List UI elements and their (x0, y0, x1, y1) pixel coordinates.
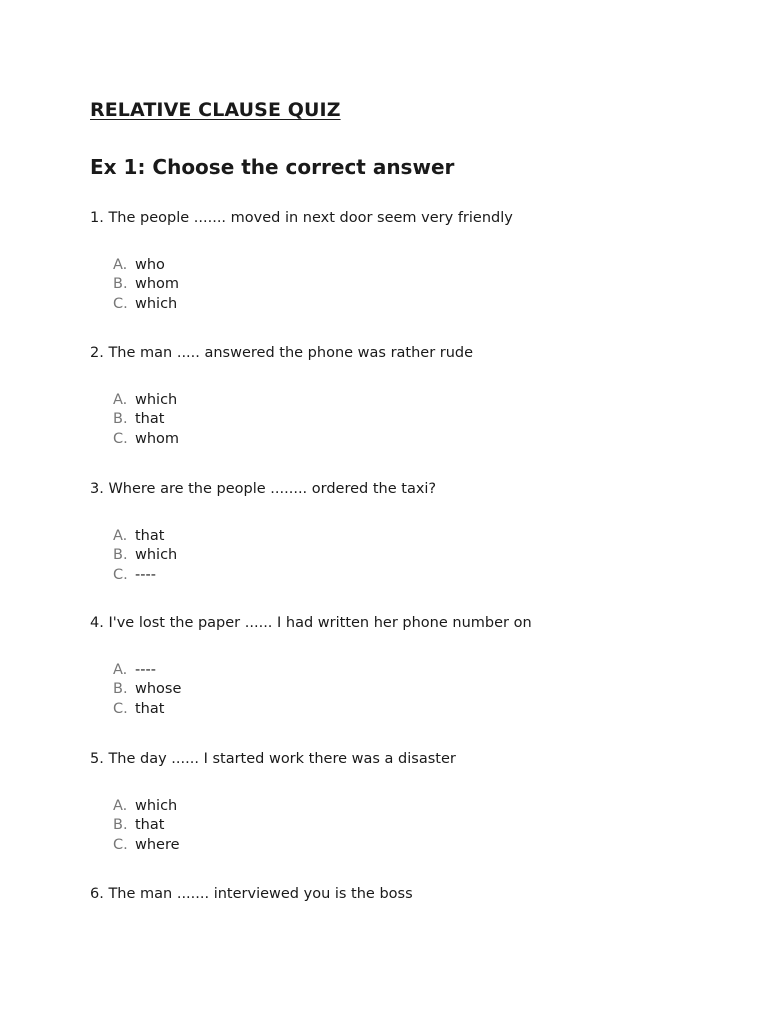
answer-options (113, 391, 179, 449)
answer-options (113, 797, 180, 855)
option-letter: C. (113, 700, 128, 717)
question-text: 6. The man ....... interviewed you is the boss (90, 886, 413, 902)
option-text: which (135, 798, 178, 814)
question-2 (90, 343, 710, 447)
question-6 (90, 884, 710, 904)
option-letter: C. (113, 566, 128, 583)
option-b (113, 546, 177, 565)
option-c (113, 430, 179, 449)
option-letter: B. (113, 276, 128, 293)
option-text: whose (135, 681, 182, 698)
question-1 (90, 208, 710, 312)
option-letter: B. (113, 817, 128, 834)
question-4 (90, 613, 710, 717)
answer-options (113, 527, 177, 585)
exercise-heading: Ex 1: Choose the correct answer (90, 155, 455, 179)
option-letter: A. (113, 528, 128, 544)
option-c (113, 700, 181, 719)
option-a (113, 256, 179, 275)
option-c (113, 295, 179, 314)
option-b (113, 816, 180, 835)
option-text: which (135, 392, 178, 408)
question-text: 2. The man ..... answered the phone was rather rude (90, 345, 474, 361)
option-letter: C. (113, 295, 128, 312)
question-5 (90, 749, 710, 853)
option-letter: A. (113, 662, 128, 678)
answer-options (113, 661, 181, 719)
option-letter: A. (113, 392, 128, 408)
answer-options (113, 256, 179, 314)
option-letter: B. (113, 411, 128, 428)
option-text: who (135, 257, 165, 273)
option-letter: A. (113, 257, 128, 273)
option-text: ---- (135, 566, 156, 583)
option-letter: B. (113, 547, 128, 564)
question-text: 1. The people ....... moved in next door seem very friendly (90, 210, 513, 226)
option-b (113, 680, 181, 699)
option-text: whom (135, 276, 180, 293)
option-letter: B. (113, 681, 128, 698)
option-c (113, 566, 177, 585)
option-a (113, 661, 181, 680)
question-text: 5. The day ...... I started work there was a disaster (90, 751, 456, 767)
option-text: that (135, 700, 165, 717)
option-text: that (135, 411, 165, 428)
option-text: ---- (135, 662, 156, 678)
option-text: whom (135, 430, 180, 447)
option-text: that (135, 528, 165, 544)
option-text: which (135, 547, 178, 564)
option-text: which (135, 295, 178, 312)
question-text: 4. I've lost the paper ...... I had written her phone number on (90, 615, 532, 631)
option-b (113, 410, 179, 429)
option-a (113, 391, 179, 410)
option-letter: C. (113, 430, 128, 447)
option-a (113, 797, 180, 816)
question-text: 3. Where are the people ........ ordered the taxi? (90, 481, 437, 497)
option-c (113, 836, 180, 855)
option-letter: C. (113, 836, 128, 853)
option-a (113, 527, 177, 546)
document-title: RELATIVE CLAUSE QUIZ (90, 99, 341, 121)
option-text: where (135, 836, 180, 853)
option-b (113, 275, 179, 294)
option-letter: A. (113, 798, 128, 814)
option-text: that (135, 817, 165, 834)
question-3 (90, 479, 710, 583)
